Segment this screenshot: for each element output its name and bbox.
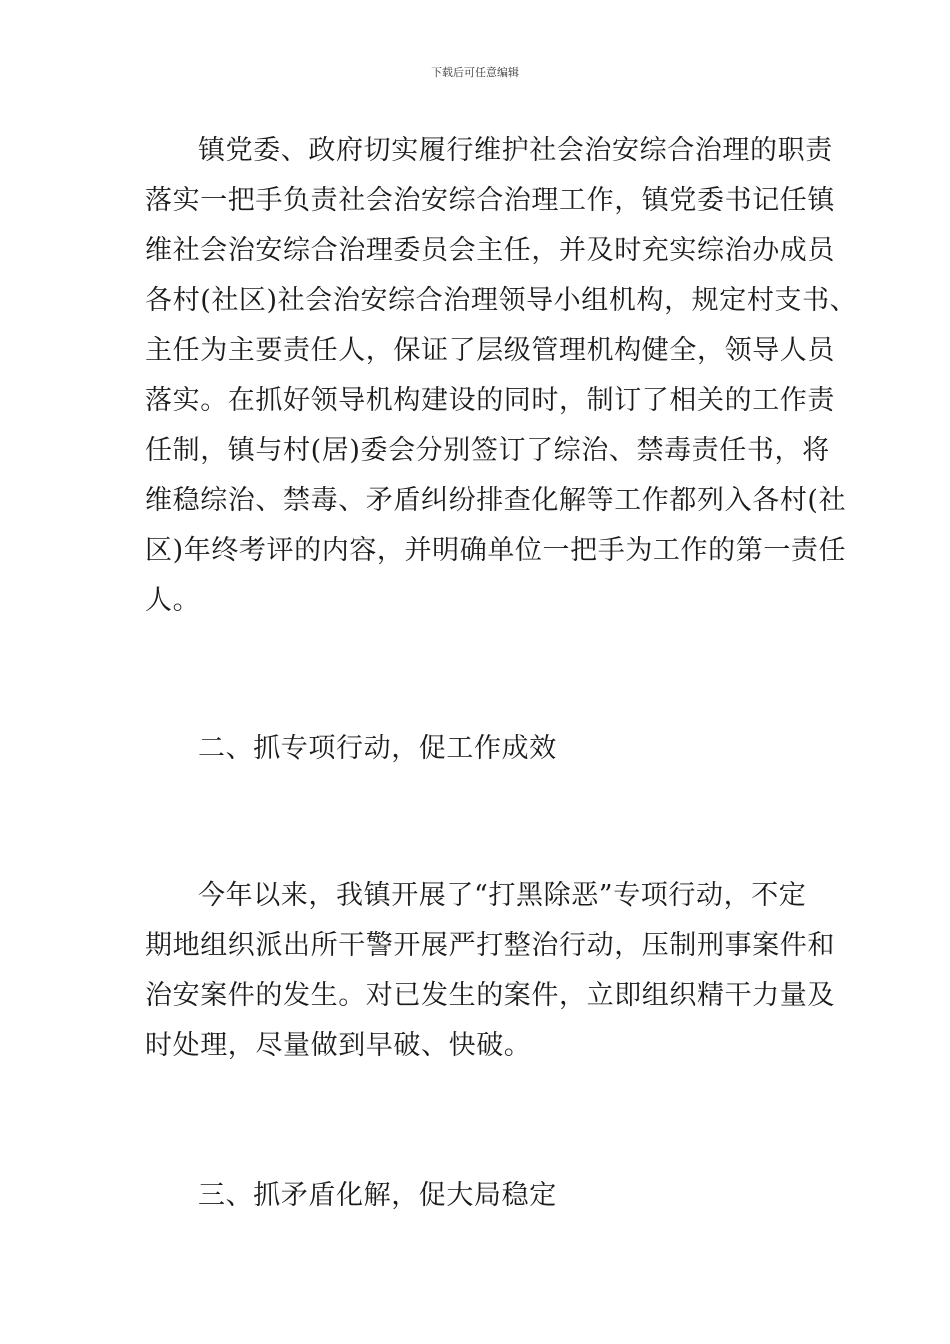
paragraph-2-line: 今年以来，我镇开展了“打黑除恶”专项行动，不定 <box>198 880 807 911</box>
paragraph-1-line: 落实一把手负责社会治安综合治理工作，镇党委书记任镇 <box>145 185 835 216</box>
paragraph-1-line: 区)年终考评的内容，并明确单位一把手为工作的第一责任 <box>145 535 847 566</box>
paragraph-1-line: 维稳综治、禁毒、矛盾纠纷排查化解等工作都列入各村(社 <box>145 485 847 516</box>
paragraph-1-line: 各村(社区)社会治安综合治理领导小组机构，规定村支书、 <box>145 285 858 316</box>
paragraph-2-line: 时处理，尽量做到早破、快破。 <box>145 1030 532 1061</box>
paragraph-1-line: 人。 <box>145 585 201 616</box>
section-heading-3: 三、抓矛盾化解，促大局稳定 <box>198 1180 557 1211</box>
page-header: 下载后可任意编辑 <box>431 66 519 79</box>
section-heading-2: 二、抓专项行动，促工作成效 <box>198 733 557 764</box>
paragraph-1-line: 主任为主要责任人，保证了层级管理机构健全，领导人员 <box>145 335 835 366</box>
paragraph-1-line: 维社会治安综合治理委员会主任，并及时充实综治办成员 <box>145 235 835 266</box>
paragraph-1-line: 镇党委、政府切实履行维护社会治安综合治理的职责 <box>198 135 833 166</box>
paragraph-1-line: 任制，镇与村(居)委会分别签订了综治、禁毒责任书，将 <box>145 435 830 466</box>
paragraph-2-line: 期地组织派出所干警开展严打整治行动，压制刑事案件和 <box>145 930 835 961</box>
paragraph-2-line: 治安案件的发生。对已发生的案件，立即组织精干力量及 <box>145 980 835 1011</box>
paragraph-1-line: 落实。在抓好领导机构建设的同时，制订了相关的工作责 <box>145 385 835 416</box>
